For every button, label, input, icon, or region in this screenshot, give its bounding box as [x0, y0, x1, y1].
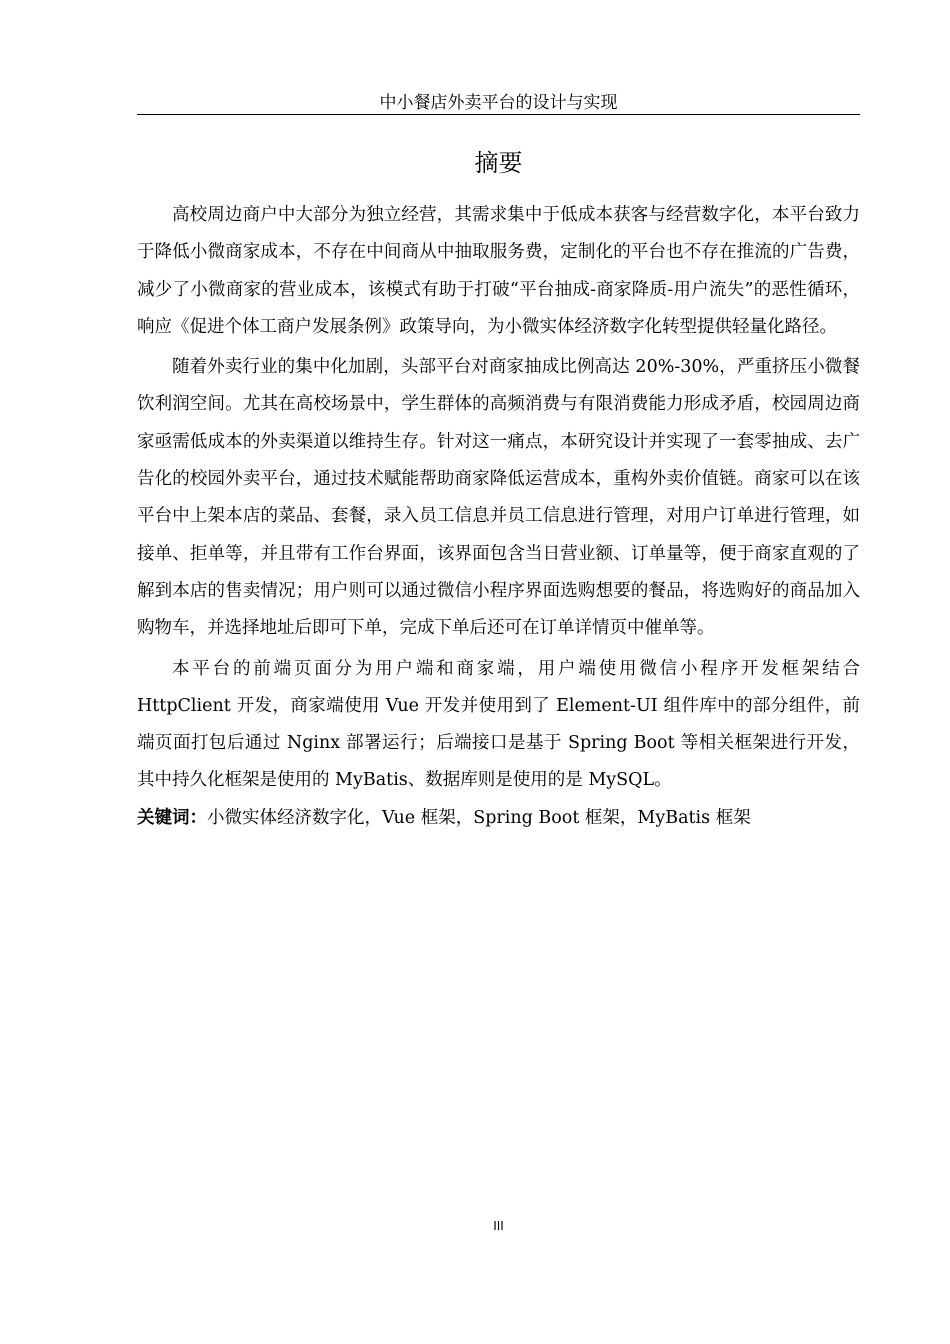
keywords-label: 关键词： [137, 807, 207, 828]
abstract-paragraph-2: 随着外卖行业的集中化加剧，头部平台对商家抽成比例高达 20%-30%，严重挤压小微餐饮利润空间。尤其在高校场景中，学生群体的高频消费与有限消费能力形成矛盾，校园周边商家亟需低成本的外卖渠道以维持生存。针对这一痛点，本研究设计并实现了一套零抽成、去广告化的校园外卖平台，通过技术赋能帮助商家降低运营成本，重构外卖价值链。商家可以在该平台中上架本店的菜品、套餐，录入员工信息并员工信息进行管理，对用户订单进行管理，如接单、拒单等，并且带有工作台界面，该界面包含当日营业额、订单量等，便于商家直观的了解到本店的售卖情况；用户则可以通过微信小程序界面选购想要的餐品，将选购好的商品加入购物车，并选择地址后即可下单，完成下单后还可在订单详情页中催单等。 [137, 357, 860, 639]
keywords-text: 小微实体经济数字化，Vue 框架，Spring Boot 框架，MyBatis 框架 [207, 807, 751, 828]
abstract-body [137, 197, 860, 837]
abstract-paragraph-3: 本平台的前端页面分为用户端和商家端，用户端使用微信小程序开发框架结合 HttpClient 开发，商家端使用 Vue 开发并使用到了 Element-UI 组件库中的部分组件，前端页面打包后通过 Nginx 部署运行；后端接口是基于 Spring Boot 等相关框架进行开发，其中持久化框架是使用的 MyBatis、数据库则是使用的是 MySQL。 [137, 658, 860, 791]
abstract-title: 摘要 [474, 149, 523, 177]
running-header: 中小餐店外卖平台的设计与实现 [379, 93, 618, 113]
page-number: III [493, 1219, 504, 1233]
abstract-paragraph-1: 高校周边商户中大部分为独立经营，其需求集中于低成本获客与经营数字化，本平台致力于降低小微商家成本，不存在中间商从中抽取服务费，定制化的平台也不存在推流的广告费，减少了小微商家的营业成本，该模式有助于打破“平台抽成-商家降质-用户流失”的恶性循环，响应《促进个体工商户发展条例》政策导向，为小微实体经济数字化转型提供轻量化路径。 [137, 205, 860, 337]
keywords-line [137, 800, 860, 837]
header-divider [137, 114, 860, 115]
